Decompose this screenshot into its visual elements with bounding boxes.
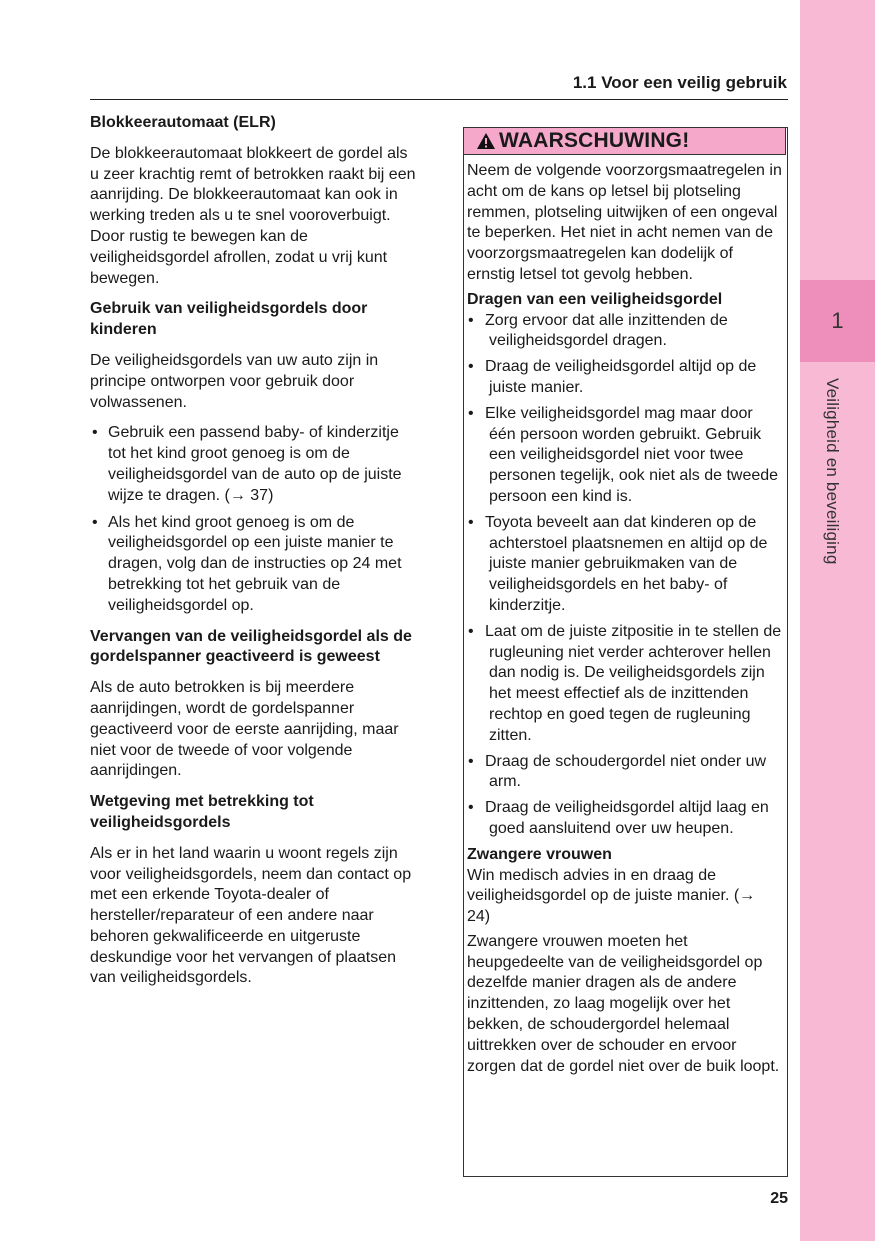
list-item [467, 752, 782, 794]
list-item [467, 357, 782, 399]
list-item [467, 513, 782, 617]
wearing-heading: Dragen van een veiligheidsgordel [467, 290, 723, 308]
bullet-icon: • [92, 424, 98, 442]
list-item-text: Laat om de juiste zitpositie in te stellen de rugleuning niet verder achterover hellen dan nodig is. De veiligheidsgordels zijn het meest effectief als de inzittenden rechtop en goed tegen de rugleuning zitten. [485, 622, 782, 744]
left-column [90, 113, 420, 999]
bullet-icon: • [468, 799, 474, 817]
law-heading: Wetgeving met betrekking tot veiligheidsgordels [90, 793, 314, 831]
chapter-number: 1 [831, 308, 844, 333]
bullet-icon: • [468, 311, 474, 329]
law-paragraph: Als er in het land waarin u woont regels zijn voor veiligheidsgordels, neem dan contact op met een erkende Toyota-dealer of hersteller/reparateur of een andere naar behoren gekwalificeerde en uitgeruste deskundige voor het vervangen of plaatsen van veiligheidsgordels. [90, 844, 412, 987]
warning-body [467, 161, 782, 1081]
warning-header [463, 127, 786, 155]
chapter-title: Veiligheid en beveiliging [823, 378, 842, 565]
list-item-text: Draag de veiligheidsgordel altijd laag en goed aansluitend over uw heupen. [485, 799, 769, 837]
kids-bullet-list [90, 423, 420, 616]
replace-paragraph: Als de auto betrokken is bij meerdere aanrijdingen, wordt de gordelspanner geactiveerd voor de eerste aanrijding, maar niet voor de tweede of voor volgende aanrijdingen. [90, 679, 399, 780]
warning-triangle-icon [476, 132, 496, 150]
bullet-icon: • [468, 404, 474, 422]
pregnant-paragraph-2: Zwangere vrouwen moeten het heupgedeelte van de veiligheidsgordel op dezelfde manier dragen als de andere inzittenden, zo laag mogelijk over het bekken, de schoudergordel helemaal uittrekken over de schouder en ervoor zorgen dat de gordel niet over de buik loopt. [467, 932, 780, 1075]
kids-heading: Gebruik van veiligheidsgordels door kinderen [90, 300, 368, 339]
list-item [467, 622, 782, 747]
list-item [467, 798, 782, 840]
wearing-bullet-list [467, 311, 782, 840]
list-item-text: Als het kind groot genoeg is om de veiligheidsgordel op een juiste manier te dragen, volg dan de instructies op 24 met betrekking tot het gebruik van de veiligheidsgordel op. [108, 513, 402, 614]
list-item [467, 311, 782, 353]
list-item [467, 404, 782, 508]
list-item [90, 423, 420, 506]
elr-heading: Blokkeerautomaat (ELR) [90, 114, 276, 131]
bullet-icon: • [468, 513, 474, 531]
list-item-text: Draag de veiligheidsgordel altijd op de juiste manier. [485, 358, 757, 396]
elr-paragraph: De blokkeerautomaat blokkeert de gordel als u zeer krachtig remt of betrokken raakt bij een aanrijding. De blokkeerautomaat kan ook in werking treden als u te snel vooroverbuigt. Door rustig te bewegen kan de veiligheidsgordel afrollen, zodat u vrij kunt bewegen. [90, 144, 416, 287]
list-item-text: Toyota beveelt aan dat kinderen op de achterstoel plaatsnemen en altijd op de juiste manier gebruikmaken van de veiligheidsgordels en het baby- of kinderzitje. [485, 513, 768, 614]
list-item-text: Zorg ervoor dat alle inzittenden de veiligheidsgordel dragen. [485, 311, 728, 350]
list-item-text: Elke veiligheidsgordel mag maar door één persoon worden gebruikt. Gebruik een veiligheidsgordel niet voor twee personen tegelijk, ook niet als de tweede persoon een kind is. [485, 404, 779, 505]
list-item [90, 513, 420, 617]
side-band [800, 0, 875, 1241]
kids-paragraph: De veiligheidsgordels van uw auto zijn in principe ontworpen voor gebruik door volwassenen. [90, 351, 379, 411]
page-number: 25 [770, 1190, 788, 1207]
bullet-icon: • [468, 358, 474, 376]
pregnant-heading: Zwangere vrouwen [467, 845, 612, 863]
list-item-text: Gebruik een passend baby- of kinderzitje tot het kind groot genoeg is om de veiligheidsgordel van de auto op de juiste wijze te dragen. (→ 37) [108, 424, 402, 504]
bullet-icon: • [92, 513, 98, 531]
section-title: 1.1 Voor een veilig gebruik [572, 73, 787, 92]
warning-title: WAARSCHUWING! [499, 129, 690, 152]
bullet-icon: • [468, 622, 474, 640]
header-divider [90, 99, 788, 100]
pregnant-paragraph-1: Win medisch advies in en draag de veiligheidsgordel op de juiste manier. (→ 24) [467, 866, 756, 926]
replace-heading: Vervangen van de veiligheidsgordel als de gordelspanner geactiveerd is geweest [90, 627, 412, 666]
bullet-icon: • [468, 752, 474, 770]
list-item-text: Draag de schoudergordel niet onder uw arm. [485, 752, 767, 791]
warning-intro: Neem de volgende voorzorgsmaatregelen in acht om de kans op letsel bij plotseling remmen, plotseling uitwijken of een ongeval te beperken. Het niet in acht nemen van de voorzorgsmaatregelen kan dodelijk of ernstig letsel tot gevolg hebben. [467, 162, 782, 283]
chapter-tab[interactable] [800, 280, 875, 362]
